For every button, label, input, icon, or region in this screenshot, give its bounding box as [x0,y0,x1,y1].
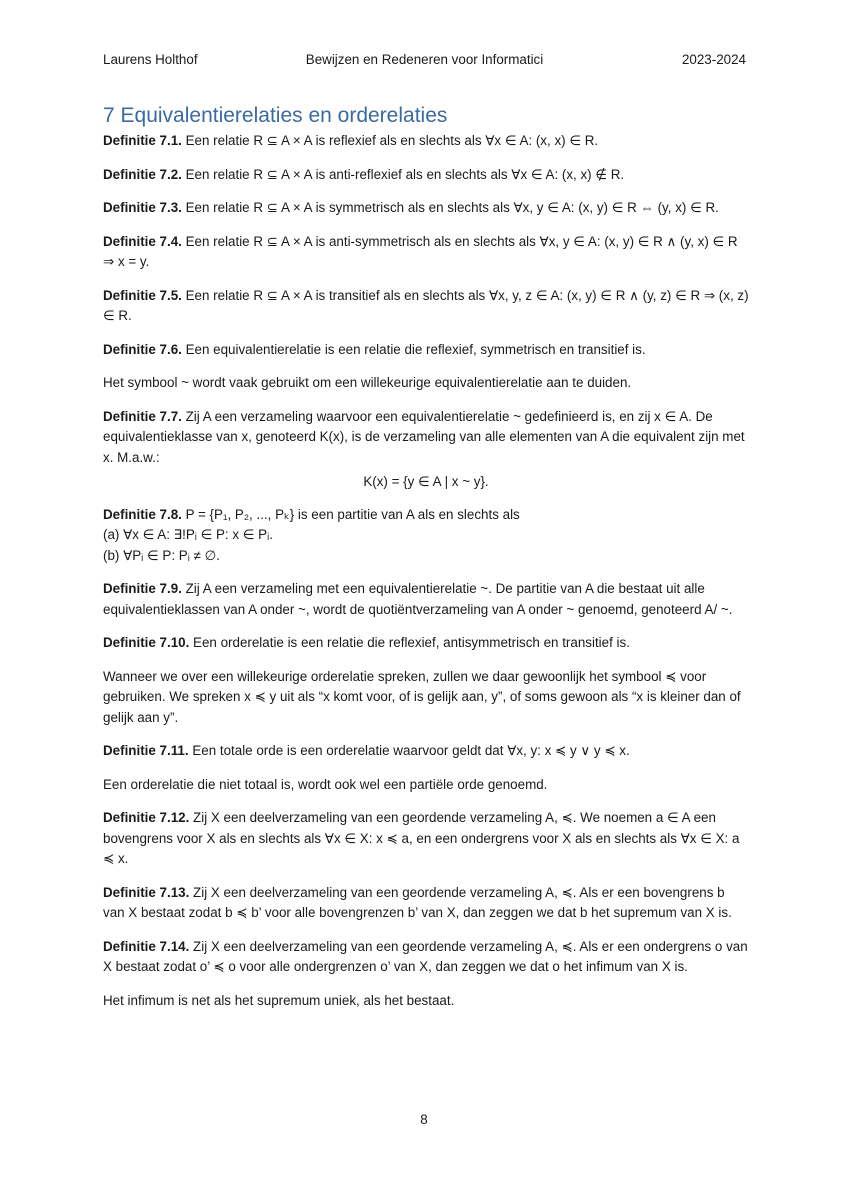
partition-condition-a: (a) ∀x ∈ A: ∃!Pᵢ ∈ P: x ∈ Pᵢ. [103,527,273,542]
definition-text: P = {P₁, P₂, ..., Pₖ} is een partitie van A als en slechts als [181,506,520,522]
definition-7-13 [103,883,749,924]
definition-text: Een relatie R ⊆ A × A is transitief als en slechts als ∀x, y, z ∈ A: (x, y) ∈ R ∧ (y, z) ∈ R ⇒ (x, z) ∈ R. [103,287,749,323]
definition-7-8 [103,505,749,526]
definition-text: Een totale orde is een orderelatie waarvoor geldt dat ∀x, y: x ≼ y ∨ y ≼ x. [188,743,630,758]
partition-condition-b: (b) ∀Pᵢ ∈ P: Pᵢ ≠ ∅. [103,547,220,563]
definition-7-3 [103,198,749,219]
definition-7-4 [103,232,749,273]
definition-label: Definitie 7.14. [103,938,190,954]
definition-label: Definitie 7.7. [103,408,182,424]
definition-text: Een relatie R ⊆ A × A is anti-symmetrisch als en slechts als ∀x, y ∈ A: (x, y) ∈ R ∧ (y, x) ∈ R ⇒ x = y. [103,233,738,269]
definition-label: Definitie 7.10. [103,635,190,650]
note-partial-order: Een orderelatie die niet totaal is, wordt ook wel een partiële orde genoemd. [103,776,548,792]
definition-7-11 [103,741,749,762]
definition-label: Definitie 7.2. [103,166,182,182]
equivalence-class-formula: K(x) = {y ∈ A | x ~ y}. [363,474,489,489]
definition-text: Een relatie R ⊆ A × A is anti-reflexief als en slechts als ∀x ∈ A: (x, x) ∉ R. [181,166,625,182]
definition-label: Definitie 7.12. [103,810,190,825]
definition-label: Definitie 7.9. [103,581,182,596]
definition-text: Een relatie R ⊆ A × A is symmetrisch als en slechts als ∀x, y ∈ A: (x, y) ∈ R ⇔ (y, x) ∈ R. [181,200,719,215]
note-infimum: Het infimum is net als het supremum uniek, als het bestaat. [103,992,455,1008]
definition-7-14 [103,937,749,978]
definition-text: Een orderelatie is een relatie die reflexief, antisymmetrisch en transitief is. [189,635,630,650]
header-author: Laurens Holthof [103,52,198,67]
definition-text: Een equivalentierelatie is een relatie die reflexief, symmetrisch en transitief is. [181,341,646,357]
definition-7-6 [103,340,749,361]
page-content [103,103,749,1024]
page-header [103,52,746,72]
definition-text: Zij A een verzameling waarvoor een equivalentierelatie ~ gedefinieerd is, en zij x ∈ A. De equivalentieklasse van x, genoteerd K(x), is de verzameling van alle elementen van A die equivalent zijn met x. M.a.w.: [103,408,745,465]
definition-label: Definitie 7.4. [103,233,182,249]
definition-text: Zij X een deelverzameling van een geordende verzameling A, ≼. Als er een bovengrens b van X bestaat zodat b ≼ b’ voor alle bovengrenzen b’ van X, dan zeggen we dat b het supremum van X is. [103,884,732,920]
definition-label: Definitie 7.13. [103,884,190,900]
definition-label: Definitie 7.11. [103,743,189,758]
header-year: 2023-2024 [681,52,746,67]
header-course: Bewijzen en Redeneren voor Informatici [305,52,544,67]
definition-text: Zij X een deelverzameling van een geordende verzameling A, ≼. We noemen a ∈ A een bovengrens voor X als en slechts als ∀x ∈ X: x ≼ a, en een ondergrens voor X als en slechts als ∀x ∈ X: a ≼ x. [103,810,740,866]
note-equivalence-symbol: Het symbool ~ wordt vaak gebruikt om een willekeurige equivalentierelatie aan te duiden. [103,375,632,390]
definition-text: Zij X een deelverzameling van een geordende verzameling A, ≼. Als er een ondergrens o van X bestaat zodat o’ ≼ o voor alle ondergrenzen o’ van X, dan zeggen we dat o het infimum van X is. [103,938,748,974]
definition-7-12 [103,808,749,870]
definition-7-1 [103,131,749,152]
definition-label: Definitie 7.8. [103,506,182,522]
definition-7-10 [103,633,749,654]
definition-text: Zij A een verzameling met een equivalentierelatie ~. De partitie van A die bestaat uit alle equivalentieklassen van A onder ~, wordt de quotiëntverzameling van A onder ~ genoemd, genoteerd A/ ~. [103,581,733,617]
page-number: 8 [420,1112,428,1127]
section-title: 7 Equivalentierelaties en orderelaties [103,104,448,127]
definition-7-7 [103,407,749,469]
definition-text: Een relatie R ⊆ A × A is reflexief als en slechts als ∀x ∈ A: (x, x) ∈ R. [181,133,599,148]
note-order-symbol: Wanneer we over een willekeurige orderelatie spreken, zullen we daar gewoonlijk het symbool ≼ voor gebruiken. We spreken x ≼ y uit als “x komt voor, of is gelijk aan, y”, of soms gewoon als “x is kleiner dan of gelijk aan y”. [103,668,741,725]
definition-label: Definitie 7.5. [103,287,182,303]
definition-label: Definitie 7.1. [103,133,182,148]
definition-7-2 [103,165,749,186]
definition-7-5 [103,286,749,327]
definition-label: Definitie 7.3. [103,200,182,215]
definition-7-9 [103,579,749,620]
definition-label: Definitie 7.6. [103,341,182,357]
